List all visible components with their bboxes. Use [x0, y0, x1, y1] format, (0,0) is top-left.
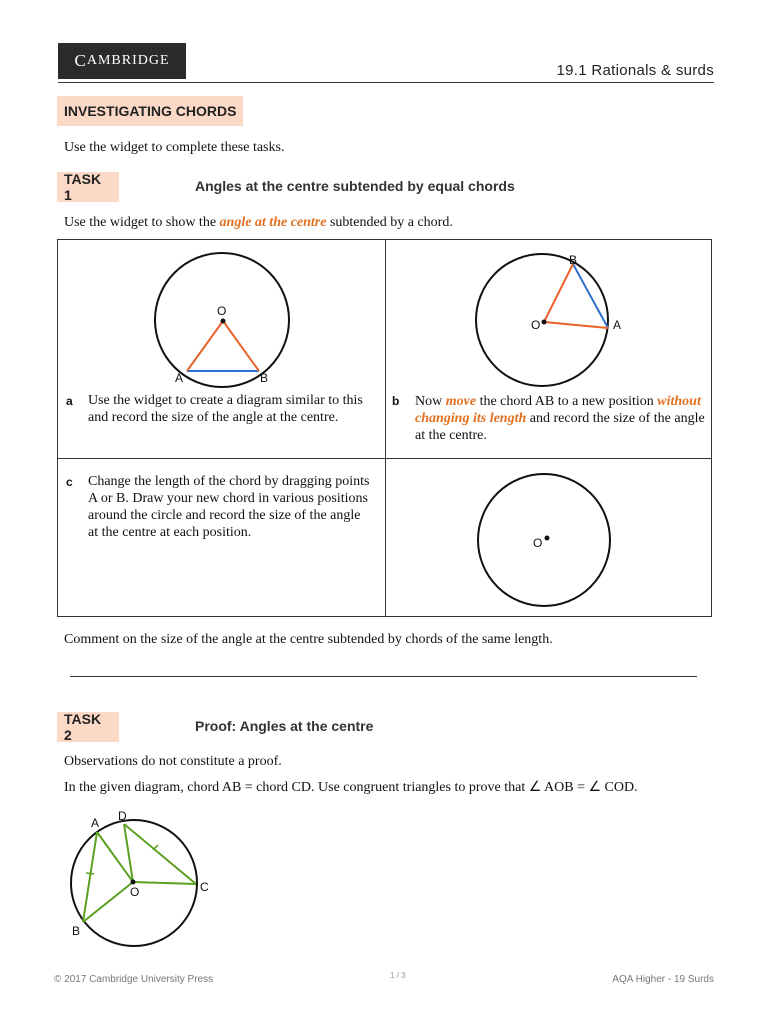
- cell-c-label: c: [66, 475, 73, 489]
- task2-heading: Proof: Angles at the centre: [195, 718, 374, 734]
- radius-ob-task2: [83, 882, 133, 922]
- cell-b-label: b: [392, 394, 400, 408]
- cell-a-label: a: [66, 394, 73, 408]
- radius-oc-task2: [133, 882, 196, 884]
- cell-b-text: [415, 393, 705, 444]
- task1-instruction: [64, 214, 453, 231]
- label-c-task2: C: [200, 880, 209, 894]
- label-d-task2: D: [118, 809, 127, 823]
- task2-diagram: [55, 808, 235, 948]
- footer-course: AQA Higher - 19 Surds: [612, 974, 714, 985]
- label-a-a: A: [175, 371, 184, 385]
- label-o-c: O: [533, 536, 543, 550]
- task2-tag: TASK 2: [57, 712, 119, 742]
- centre-dot-b: [542, 320, 547, 325]
- diagram-c: [385, 458, 712, 618]
- intro-text: Use the widget to complete these tasks.: [64, 140, 285, 155]
- centre-dot-a: [221, 319, 226, 324]
- label-o-a: O: [217, 304, 227, 318]
- chord-cd-task2: [124, 824, 196, 884]
- page-title: 19.1 Rationals & surds: [556, 62, 714, 79]
- cambridge-logo: [58, 43, 186, 79]
- cell-a-text: Use the widget to create a diagram similar to this and record the size of the angle at the centre.: [88, 393, 363, 425]
- circle-b: [476, 254, 608, 386]
- cell-b-mid: the chord AB to a new position: [476, 394, 658, 409]
- radius-oa-task2: [97, 832, 133, 882]
- diagram-b: [385, 240, 712, 390]
- radius-ob-a: [223, 321, 259, 371]
- tick-ab: [86, 873, 94, 874]
- task1-tag: TASK 1: [57, 172, 119, 202]
- task1-grid: [57, 239, 712, 617]
- label-b-a: B: [260, 371, 269, 385]
- task1-comment: Comment on the size of the angle at the centre subtended by chords of the same length.: [64, 632, 553, 647]
- circle-c: [478, 474, 610, 606]
- label-b-b: B: [569, 253, 578, 267]
- section-title: INVESTIGATING CHORDS: [57, 96, 243, 126]
- footer-copyright: © 2017 Cambridge University Press: [54, 974, 214, 985]
- centre-dot-task2: [131, 880, 136, 885]
- cell-b-highlight-length: without changing its length: [415, 394, 701, 426]
- centre-dot-c: [545, 536, 550, 541]
- cell-b-highlight-move: move: [445, 394, 477, 409]
- brand-rest: AMBRIDGE: [86, 53, 170, 68]
- label-o-task2: O: [130, 885, 140, 899]
- cell-b-post: and record the size of the angle at the centre.: [415, 411, 705, 443]
- task1-heading: Angles at the centre subtended by equal chords: [195, 178, 515, 194]
- answer-line[interactable]: [70, 676, 697, 677]
- instruction-highlight: angle at the centre: [219, 215, 327, 230]
- task2-line2: In the given diagram, chord AB = chord CD. Use congruent triangles to prove that ∠ AOB = ∠ COD.: [64, 780, 638, 795]
- diagram-a: [58, 240, 385, 390]
- label-o-b: O: [531, 318, 541, 332]
- radius-oa-a: [187, 321, 223, 371]
- label-a-task2: A: [91, 816, 100, 830]
- instruction-pre: Use the widget to show the: [64, 215, 220, 230]
- radius-oa-b: [544, 322, 608, 328]
- radius-od-task2: [124, 824, 133, 882]
- radius-ob-b: [544, 264, 573, 322]
- brand-initial: C: [74, 51, 87, 70]
- cell-c-text: Change the length of the chord by dragging points A or B. Draw your new chord in various positions around the circle and record the size of the angle at the centre at each position.: [88, 474, 370, 540]
- label-a-b: A: [613, 318, 622, 332]
- chord-ab-task2: [83, 832, 97, 922]
- page-number: 1 / 3: [390, 971, 406, 980]
- task2-line1: Observations do not constitute a proof.: [64, 754, 282, 769]
- header-divider: [58, 82, 714, 83]
- label-b-task2: B: [72, 924, 81, 938]
- cell-b-pre: Now: [415, 394, 446, 409]
- instruction-post: subtended by a chord.: [326, 215, 453, 230]
